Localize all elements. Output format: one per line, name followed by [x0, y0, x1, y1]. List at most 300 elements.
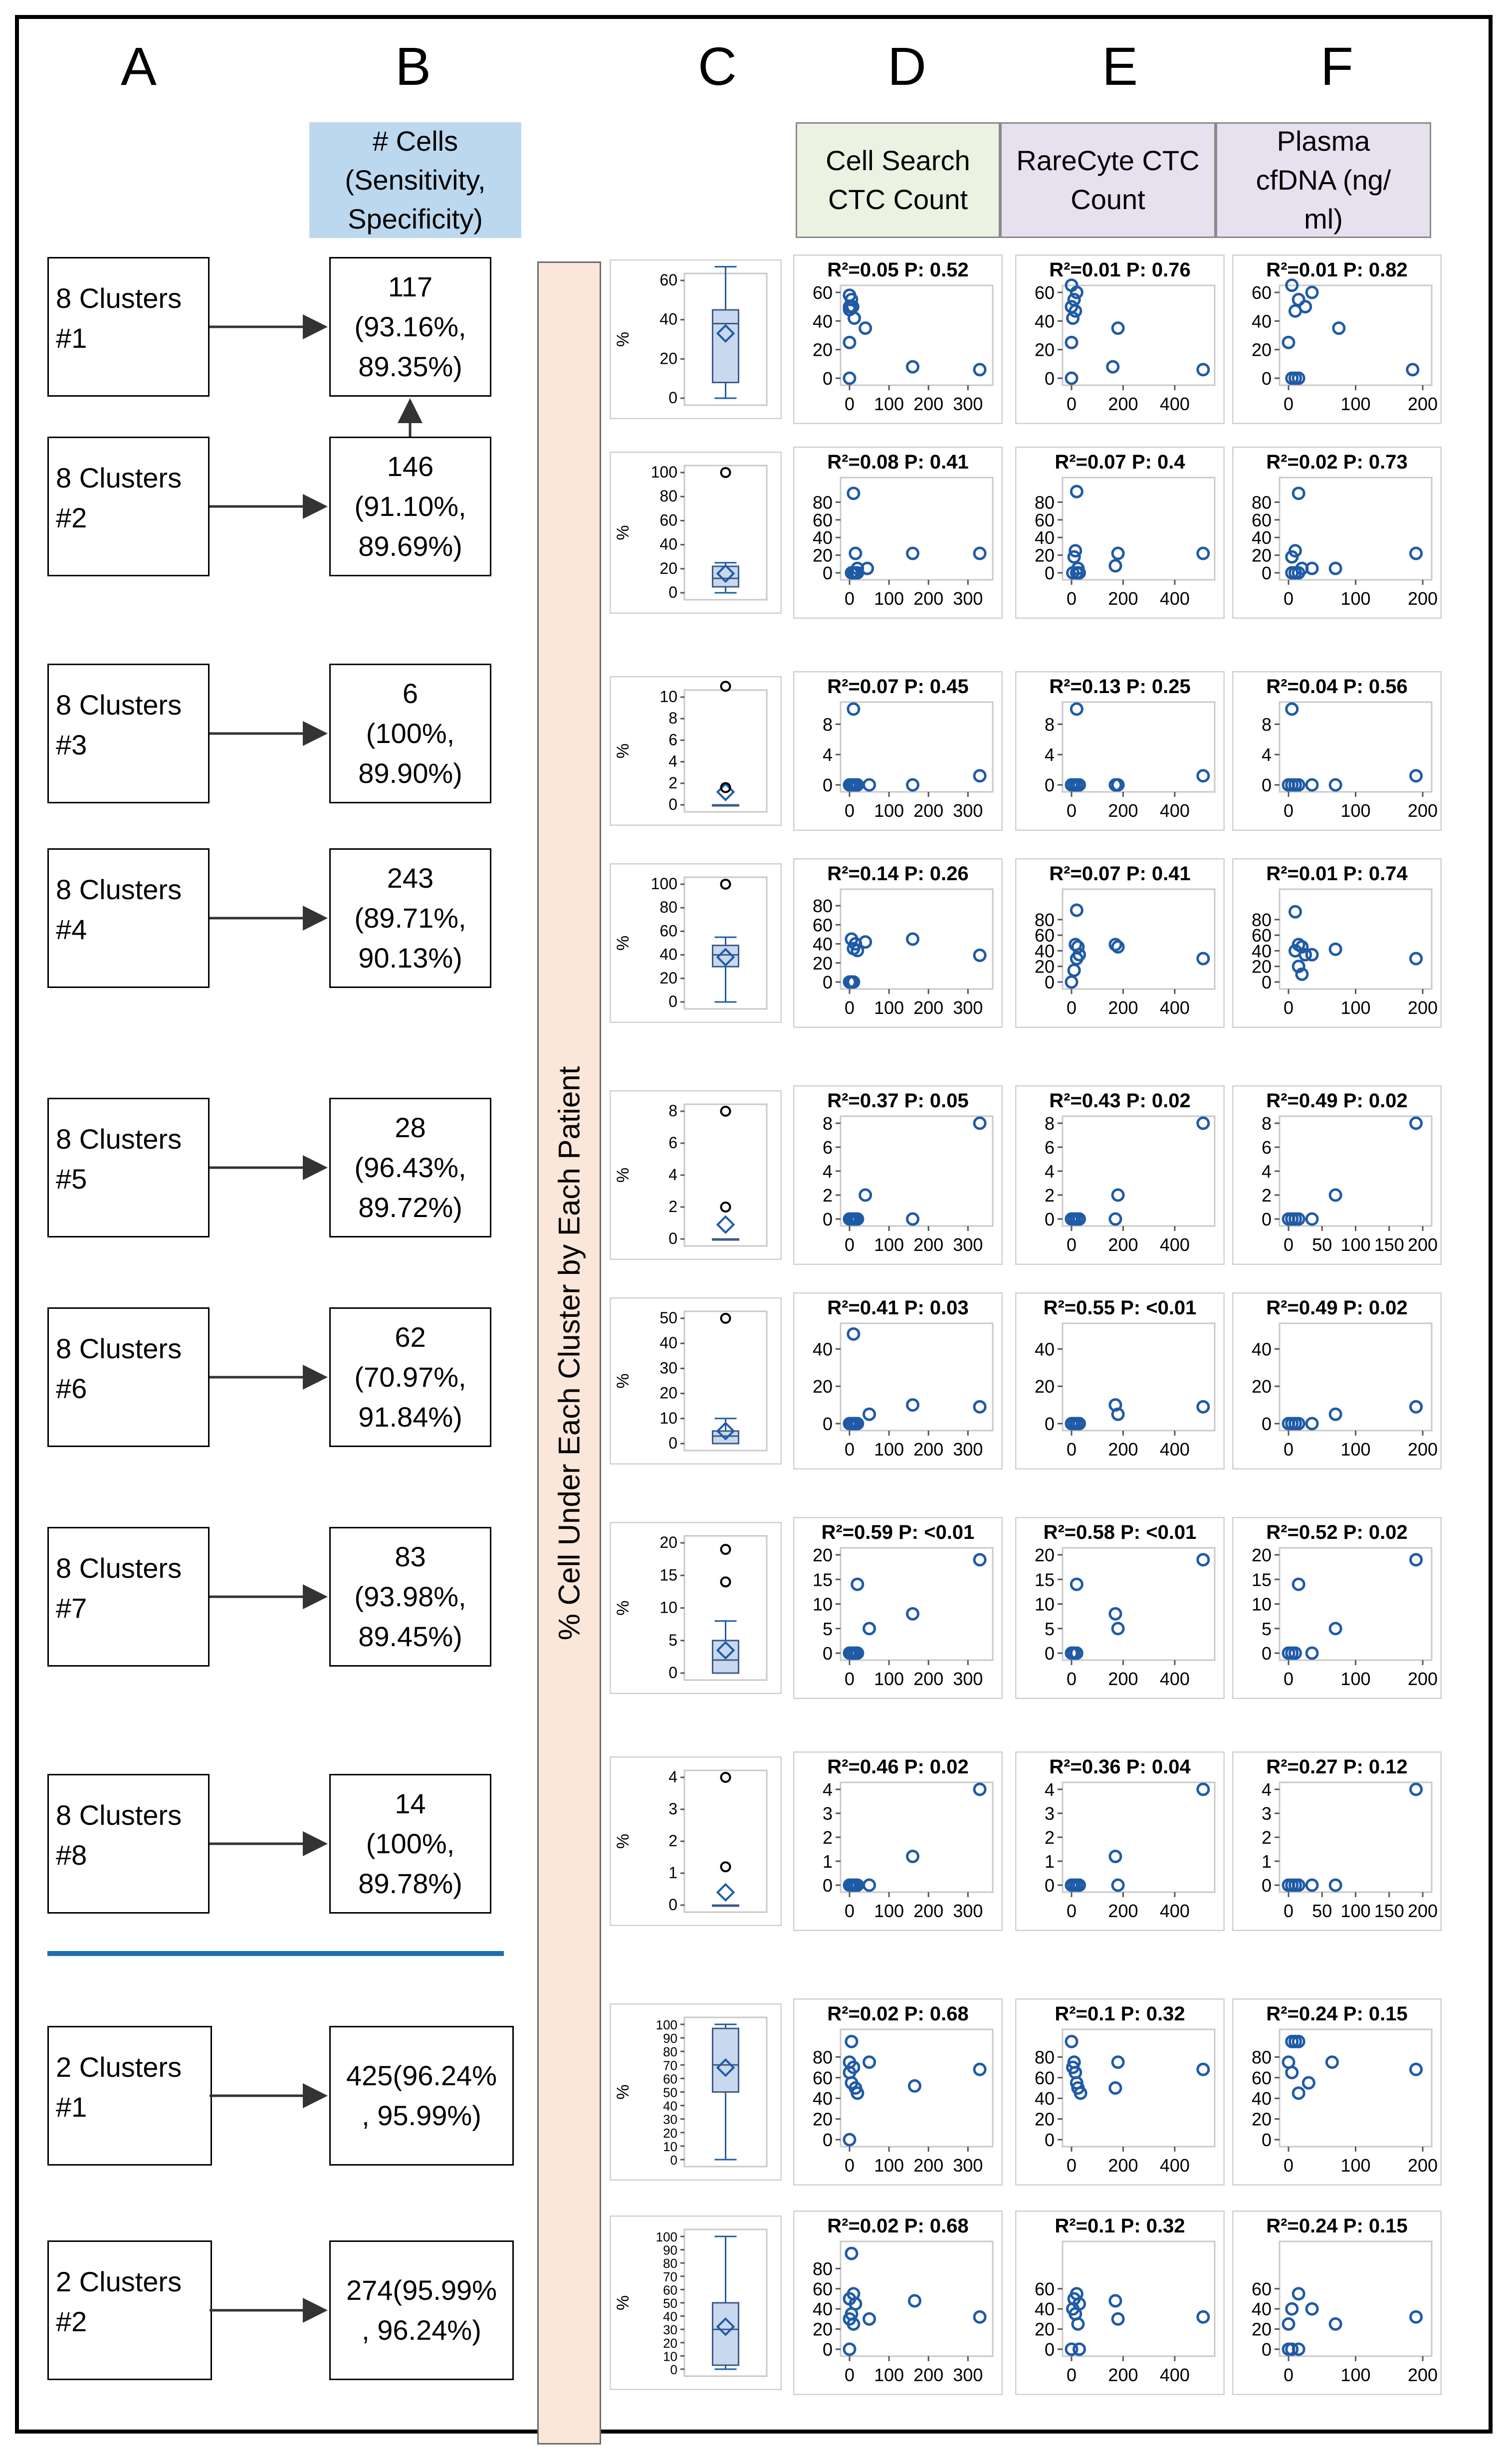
x-tick-label: 100	[874, 1439, 904, 1460]
y-tick-label: 40	[659, 310, 677, 328]
y-tick-label: 80	[812, 2258, 833, 2279]
r2-p-title: R²=0.02 P: 0.68	[827, 2003, 969, 2025]
scatter-plot	[793, 1998, 1003, 2186]
r2-p-title: R²=0.07 P: 0.41	[1049, 863, 1191, 885]
r2-p-title: R²=0.05 P: 0.52	[827, 259, 969, 281]
y-tick-label: 20	[663, 2125, 677, 2141]
x-tick-label: 300	[953, 394, 983, 414]
y-tick-label: 50	[659, 1309, 677, 1327]
y-tick-label: 40	[1251, 941, 1272, 962]
y-tick-label: 20	[1251, 2109, 1272, 2130]
y-tick-label: 8	[1261, 714, 1272, 735]
y-tick-label: 60	[1251, 925, 1272, 946]
x-tick-label: 200	[913, 1669, 944, 1689]
y-tick-label: 40	[812, 527, 833, 548]
y-tick-label: 10	[659, 688, 677, 706]
x-tick-label: 400	[1159, 1234, 1190, 1255]
scatter-plot	[1232, 1751, 1442, 1931]
scatter-plot	[1232, 671, 1442, 831]
y-tick-label: 10	[1034, 1594, 1055, 1615]
y-tick-label: 4	[1044, 744, 1055, 765]
x-tick-label: 0	[1066, 2365, 1077, 2385]
cluster-label-box: 8 Clusters #8	[47, 1774, 210, 1914]
x-tick-label: 200	[913, 588, 944, 609]
cell-count-box: 83 (93.98%, 89.45%)	[329, 1527, 491, 1667]
box-plot	[610, 676, 782, 826]
x-tick-label: 400	[1159, 1669, 1190, 1689]
x-tick-label: 100	[874, 2365, 904, 2385]
y-tick-label: 40	[1251, 311, 1272, 332]
y-tick-label: 60	[812, 282, 833, 303]
y-tick-label: 0	[822, 563, 833, 583]
y-tick-label: 40	[1251, 2088, 1272, 2109]
y-tick-label: 0	[822, 1209, 833, 1229]
cells-header: # Cells (Sensitivity, Specificity)	[309, 122, 521, 238]
y-tick-label: 3	[822, 1803, 833, 1824]
y-tick-label: 40	[1034, 527, 1055, 548]
cluster-label-box: 8 Clusters #5	[47, 1098, 210, 1237]
x-tick-label: 0	[1283, 2365, 1294, 2385]
scatter-plot	[1015, 447, 1225, 619]
y-tick-label: 2	[668, 1832, 677, 1850]
y-tick-label: 2	[1261, 1185, 1272, 1206]
y-tick-label: 60	[663, 2071, 677, 2087]
x-tick-label: 200	[913, 1439, 944, 1460]
box-y-label: %	[614, 2295, 633, 2311]
y-tick-label: 40	[1251, 527, 1272, 548]
x-tick-label: 200	[1108, 2365, 1138, 2385]
x-tick-label: 200	[913, 800, 944, 821]
y-tick-label: 60	[812, 2278, 833, 2299]
r2-p-title: R²=0.36 P: 0.04	[1049, 1756, 1191, 1778]
x-tick-label: 200	[1407, 588, 1438, 609]
x-tick-label: 200	[913, 394, 944, 414]
y-tick-label: 20	[663, 2335, 677, 2351]
y-tick-label: 40	[663, 2098, 677, 2114]
iqr-box	[713, 310, 739, 383]
x-tick-label: 400	[1159, 588, 1190, 609]
y-tick-label: 30	[663, 2322, 677, 2338]
y-tick-label: 80	[663, 2044, 677, 2060]
box-plot	[610, 1756, 782, 1926]
x-tick-label: 150	[1374, 1234, 1404, 1255]
scatter-plot	[1232, 1998, 1442, 2186]
y-tick-label: 20	[1034, 2319, 1055, 2340]
x-tick-label: 200	[913, 2365, 944, 2385]
x-tick-label: 100	[874, 800, 904, 821]
y-tick-label: 10	[812, 1594, 833, 1615]
y-tick-label: 0	[1044, 563, 1055, 583]
y-tick-label: 0	[1261, 2130, 1272, 2150]
box-plot	[610, 2003, 782, 2181]
y-tick-label: 40	[1251, 2299, 1272, 2320]
y-tick-label: 20	[812, 1376, 833, 1397]
cellsearch-header: Cell Search CTC Count	[796, 122, 1000, 238]
r2-p-title: R²=0.02 P: 0.68	[827, 2215, 969, 2237]
r2-p-title: R²=0.24 P: 0.15	[1266, 2003, 1408, 2025]
scatter-plot	[1015, 1751, 1225, 1931]
r2-p-title: R²=0.02 P: 0.73	[1266, 451, 1408, 473]
x-tick-label: 100	[1340, 1669, 1371, 1689]
x-tick-label: 0	[1283, 1901, 1294, 1921]
x-tick-label: 100	[1340, 1439, 1371, 1460]
x-tick-label: 200	[1108, 2155, 1138, 2176]
x-tick-label: 200	[913, 1234, 944, 1255]
x-tick-label: 400	[1159, 2155, 1190, 2176]
y-tick-label: 8	[668, 1102, 677, 1120]
y-tick-label: 0	[1261, 1209, 1272, 1229]
y-tick-label: 0	[1261, 368, 1272, 389]
y-tick-label: 4	[1044, 1779, 1055, 1800]
cell-count-box: 425(96.24% , 95.99%)	[329, 2026, 514, 2166]
panel-border	[610, 1298, 781, 1464]
x-tick-label: 100	[1340, 394, 1371, 414]
x-tick-label: 0	[1066, 1901, 1077, 1921]
x-tick-label: 100	[1340, 2155, 1371, 2176]
y-tick-label: 90	[663, 2242, 677, 2258]
y-tick-label: 0	[668, 992, 677, 1010]
y-tick-label: 0	[822, 972, 833, 992]
y-tick-label: 60	[1034, 282, 1055, 303]
y-tick-label: 80	[659, 898, 677, 917]
y-tick-label: 20	[812, 2109, 833, 2130]
y-tick-label: 8	[668, 709, 677, 728]
y-tick-label: 60	[1251, 509, 1272, 530]
x-tick-label: 400	[1159, 997, 1190, 1018]
x-tick-label: 200	[1407, 1669, 1438, 1689]
r2-p-title: R²=0.43 P: 0.02	[1049, 1090, 1191, 1112]
y-tick-label: 80	[1034, 909, 1055, 930]
box-plot	[610, 2215, 782, 2390]
x-tick-label: 200	[1108, 997, 1138, 1018]
r2-p-title: R²=0.24 P: 0.15	[1266, 2215, 1408, 2237]
x-tick-label: 0	[1283, 394, 1294, 414]
scatter-plot	[793, 1085, 1003, 1265]
y-tick-label: 2	[1261, 1827, 1272, 1848]
cluster-label-box: 8 Clusters #2	[47, 437, 210, 576]
y-tick-label: 30	[663, 2112, 677, 2127]
y-tick-label: 6	[822, 1137, 833, 1158]
y-tick-label: 40	[1034, 2299, 1055, 2320]
y-tick-label: 70	[663, 2269, 677, 2284]
x-tick-label: 0	[1283, 997, 1294, 1018]
x-tick-label: 200	[913, 1901, 944, 1921]
scatter-plot	[1232, 1085, 1442, 1265]
y-tick-label: 2	[668, 773, 677, 792]
x-tick-label: 0	[1066, 2155, 1077, 2176]
y-tick-label: 0	[1044, 2130, 1055, 2150]
x-tick-label: 400	[1159, 1439, 1190, 1460]
y-tick-label: 40	[812, 2299, 833, 2320]
cluster-label-box: 2 Clusters #2	[47, 2240, 212, 2380]
r2-p-title: R²=0.1 P: 0.32	[1055, 2003, 1185, 2025]
scatter-plot	[793, 2210, 1003, 2395]
column-label-e: E	[1101, 36, 1138, 96]
cell-count-box: 62 (70.97%, 91.84%)	[329, 1307, 491, 1447]
y-tick-label: 4	[668, 1768, 677, 1786]
y-tick-label: 0	[668, 583, 677, 601]
y-tick-label: 0	[822, 368, 833, 389]
x-tick-label: 100	[874, 1234, 904, 1255]
y-tick-label: 6	[1044, 1137, 1055, 1158]
x-tick-label: 0	[1066, 800, 1077, 821]
box-plot	[610, 1090, 782, 1260]
y-tick-label: 3	[668, 1800, 677, 1818]
cell-count-box: 28 (96.43%, 89.72%)	[329, 1098, 491, 1237]
vertical-label: % Cell Under Each Cluster by Each Patient	[552, 1066, 586, 1640]
y-tick-label: 1	[1044, 1851, 1055, 1872]
y-tick-label: 0	[668, 1664, 677, 1682]
cell-count-box: 14 (100%, 89.78%)	[329, 1774, 491, 1914]
x-tick-label: 100	[874, 588, 904, 609]
x-tick-label: 0	[1283, 588, 1294, 609]
panel-border	[610, 2004, 781, 2180]
box-y-label: %	[614, 331, 633, 347]
column-label-c: C	[698, 36, 737, 96]
scatter-plot	[1232, 1517, 1442, 1699]
y-tick-label: 40	[812, 1339, 833, 1360]
scatter-plot	[1015, 858, 1225, 1028]
y-tick-label: 20	[659, 1384, 677, 1402]
y-tick-label: 0	[822, 775, 833, 795]
y-tick-label: 0	[668, 1434, 677, 1452]
y-tick-label: 0	[1261, 563, 1272, 583]
x-tick-label: 200	[913, 2155, 944, 2176]
box-y-label: %	[614, 1167, 633, 1183]
y-tick-label: 8	[1261, 1113, 1272, 1134]
r2-p-title: R²=0.01 P: 0.74	[1266, 863, 1408, 885]
r2-p-title: R²=0.04 P: 0.56	[1266, 676, 1408, 698]
y-tick-label: 6	[668, 1134, 677, 1152]
y-tick-label: 4	[822, 1779, 833, 1800]
y-tick-label: 1	[1261, 1851, 1272, 1872]
y-tick-label: 100	[655, 2229, 677, 2244]
x-tick-label: 0	[1283, 1669, 1294, 1689]
x-tick-label: 200	[1407, 394, 1438, 414]
y-tick-label: 100	[650, 875, 677, 893]
y-tick-label: 20	[1251, 1545, 1272, 1565]
y-tick-label: 60	[812, 915, 833, 936]
r2-p-title: R²=0.01 P: 0.76	[1049, 259, 1191, 281]
y-tick-label: 15	[1034, 1569, 1055, 1590]
cluster-label-box: 8 Clusters #4	[47, 848, 210, 988]
box-plot	[610, 1297, 782, 1465]
r2-p-title: R²=0.13 P: 0.25	[1049, 676, 1191, 698]
y-tick-label: 20	[659, 559, 677, 577]
x-tick-label: 200	[1407, 1901, 1438, 1921]
y-tick-label: 40	[812, 311, 833, 332]
y-tick-label: 10	[1251, 1594, 1272, 1615]
x-tick-label: 300	[953, 2155, 983, 2176]
y-tick-label: 80	[663, 2256, 677, 2271]
box-y-label: %	[614, 1600, 633, 1616]
y-tick-label: 0	[670, 2153, 677, 2168]
y-tick-label: 0	[1261, 1875, 1272, 1896]
x-tick-label: 200	[1108, 800, 1138, 821]
x-tick-label: 0	[1066, 997, 1077, 1018]
cluster-label-box: 8 Clusters #6	[47, 1307, 210, 1447]
y-tick-label: 50	[663, 2296, 677, 2311]
y-tick-label: 2	[1044, 1827, 1055, 1848]
r2-p-title: R²=0.55 P: <0.01	[1043, 1297, 1197, 1319]
y-tick-label: 60	[812, 509, 833, 530]
r2-p-title: R²=0.59 P: <0.01	[821, 1521, 975, 1543]
box-plot	[610, 259, 782, 419]
panel-border	[610, 2216, 781, 2390]
y-tick-label: 20	[1251, 2319, 1272, 2340]
y-tick-label: 60	[1034, 2067, 1055, 2088]
y-tick-label: 40	[812, 934, 833, 955]
x-tick-label: 300	[953, 1234, 983, 1255]
r2-p-title: R²=0.58 P: <0.01	[1043, 1521, 1197, 1543]
y-tick-label: 80	[1251, 2047, 1272, 2068]
y-tick-label: 60	[659, 271, 677, 289]
y-tick-label: 5	[1044, 1618, 1055, 1639]
y-tick-label: 20	[1251, 1376, 1272, 1397]
box-plot	[610, 1522, 782, 1694]
y-tick-label: 80	[1034, 2047, 1055, 2068]
y-tick-label: 80	[812, 2047, 833, 2068]
scatter-plot	[1015, 254, 1225, 424]
y-tick-label: 80	[1251, 492, 1272, 513]
r2-p-title: R²=0.37 P: 0.05	[827, 1090, 969, 1112]
x-tick-label: 0	[1066, 1669, 1077, 1689]
x-tick-label: 200	[1108, 394, 1138, 414]
x-tick-label: 200	[1108, 588, 1138, 609]
y-tick-label: 0	[1261, 1643, 1272, 1664]
x-tick-label: 0	[844, 997, 855, 1018]
x-tick-label: 0	[844, 1901, 855, 1921]
x-tick-label: 300	[953, 588, 983, 609]
x-tick-label: 100	[874, 1669, 904, 1689]
y-tick-label: 4	[1044, 1161, 1055, 1182]
y-tick-label: 80	[1034, 492, 1055, 513]
x-tick-label: 400	[1159, 2365, 1190, 2385]
y-tick-label: 20	[812, 953, 833, 974]
x-tick-label: 200	[1407, 1234, 1438, 1255]
y-tick-label: 0	[668, 389, 677, 407]
column-label-a: A	[120, 36, 157, 96]
scatter-plot	[1232, 858, 1442, 1028]
x-tick-label: 0	[844, 588, 855, 609]
y-tick-label: 20	[1034, 956, 1055, 977]
scatter-plot	[1232, 2210, 1442, 2395]
y-tick-label: 60	[659, 511, 677, 529]
y-tick-label: 8	[1044, 1113, 1055, 1134]
panel-border	[610, 1522, 781, 1694]
x-tick-label: 200	[1108, 1669, 1138, 1689]
y-tick-label: 4	[822, 744, 833, 765]
x-tick-label: 300	[953, 1669, 983, 1689]
y-tick-label: 0	[1261, 2339, 1272, 2360]
y-tick-label: 40	[659, 945, 677, 964]
y-tick-label: 2	[822, 1827, 833, 1848]
box-y-label: %	[614, 525, 633, 540]
y-tick-label: 6	[1261, 1137, 1272, 1158]
panel-border	[610, 1091, 781, 1259]
r2-p-title: R²=0.07 P: 0.45	[827, 676, 969, 698]
y-tick-label: 20	[659, 1533, 677, 1551]
y-tick-label: 40	[1034, 2088, 1055, 2109]
r2-p-title: R²=0.46 P: 0.02	[827, 1756, 969, 1778]
y-tick-label: 50	[663, 2085, 677, 2100]
y-tick-label: 80	[812, 492, 833, 513]
panel-border	[610, 452, 781, 613]
y-tick-label: 0	[822, 2130, 833, 2150]
iqr-box	[713, 1641, 739, 1673]
y-tick-label: 2	[1044, 1185, 1055, 1206]
y-tick-label: 40	[1251, 1339, 1272, 1360]
x-tick-label: 0	[1283, 1439, 1294, 1460]
scatter-plot	[793, 1751, 1003, 1931]
column-label-b: B	[395, 36, 432, 96]
x-tick-label: 200	[1407, 1439, 1438, 1460]
x-tick-label: 200	[913, 997, 944, 1018]
x-tick-label: 100	[1340, 800, 1371, 821]
y-tick-label: 0	[1044, 775, 1055, 795]
scatter-plot	[1015, 1517, 1225, 1699]
y-tick-label: 3	[1044, 1803, 1055, 1824]
box-y-label: %	[614, 1833, 633, 1849]
cluster-label-box: 2 Clusters #1	[47, 2026, 212, 2166]
y-tick-label: 0	[1261, 775, 1272, 795]
y-tick-label: 0	[1044, 2339, 1055, 2360]
x-tick-label: 300	[953, 800, 983, 821]
y-tick-label: 1	[822, 1851, 833, 1872]
y-tick-label: 0	[1044, 1414, 1055, 1434]
scatter-plot	[793, 447, 1003, 619]
scatter-plot	[1232, 254, 1442, 424]
r2-p-title: R²=0.49 P: 0.02	[1266, 1297, 1408, 1319]
scatter-plot	[1232, 447, 1442, 619]
y-tick-label: 60	[1251, 2278, 1272, 2299]
y-tick-label: 20	[1034, 1545, 1055, 1565]
y-tick-label: 0	[1044, 368, 1055, 389]
y-tick-label: 40	[659, 1334, 677, 1352]
cell-count-box: 6 (100%, 89.90%)	[329, 664, 491, 803]
y-tick-label: 10	[659, 1598, 677, 1617]
column-label-f: F	[1320, 36, 1353, 96]
r2-p-title: R²=0.01 P: 0.82	[1266, 259, 1408, 281]
x-tick-label: 300	[953, 1901, 983, 1921]
panel-border	[610, 864, 781, 1022]
y-tick-label: 15	[1251, 1569, 1272, 1590]
plasma-header: Plasma cfDNA (ng/ ml)	[1216, 122, 1431, 238]
y-tick-label: 20	[659, 349, 677, 368]
y-tick-label: 60	[659, 922, 677, 940]
y-tick-label: 30	[659, 1359, 677, 1377]
y-tick-label: 0	[1261, 1414, 1272, 1434]
y-tick-label: 60	[1251, 2067, 1272, 2088]
y-tick-label: 100	[655, 2017, 677, 2032]
y-tick-label: 60	[1034, 2278, 1055, 2299]
y-tick-label: 10	[663, 2139, 677, 2154]
r2-p-title: R²=0.49 P: 0.02	[1266, 1090, 1408, 1112]
x-tick-label: 300	[953, 997, 983, 1018]
x-tick-label: 0	[1283, 1234, 1294, 1255]
cluster-label-box: 8 Clusters #3	[47, 664, 210, 803]
x-tick-label: 0	[844, 1669, 855, 1689]
x-tick-label: 0	[1066, 588, 1077, 609]
y-tick-label: 6	[668, 731, 677, 749]
y-tick-label: 20	[1251, 545, 1272, 566]
y-tick-label: 0	[822, 1414, 833, 1434]
r2-p-title: R²=0.1 P: 0.32	[1055, 2215, 1185, 2237]
y-tick-label: 40	[1034, 941, 1055, 962]
x-tick-label: 150	[1374, 1901, 1404, 1921]
scatter-plot	[1015, 1085, 1225, 1265]
y-tick-label: 40	[663, 2309, 677, 2324]
